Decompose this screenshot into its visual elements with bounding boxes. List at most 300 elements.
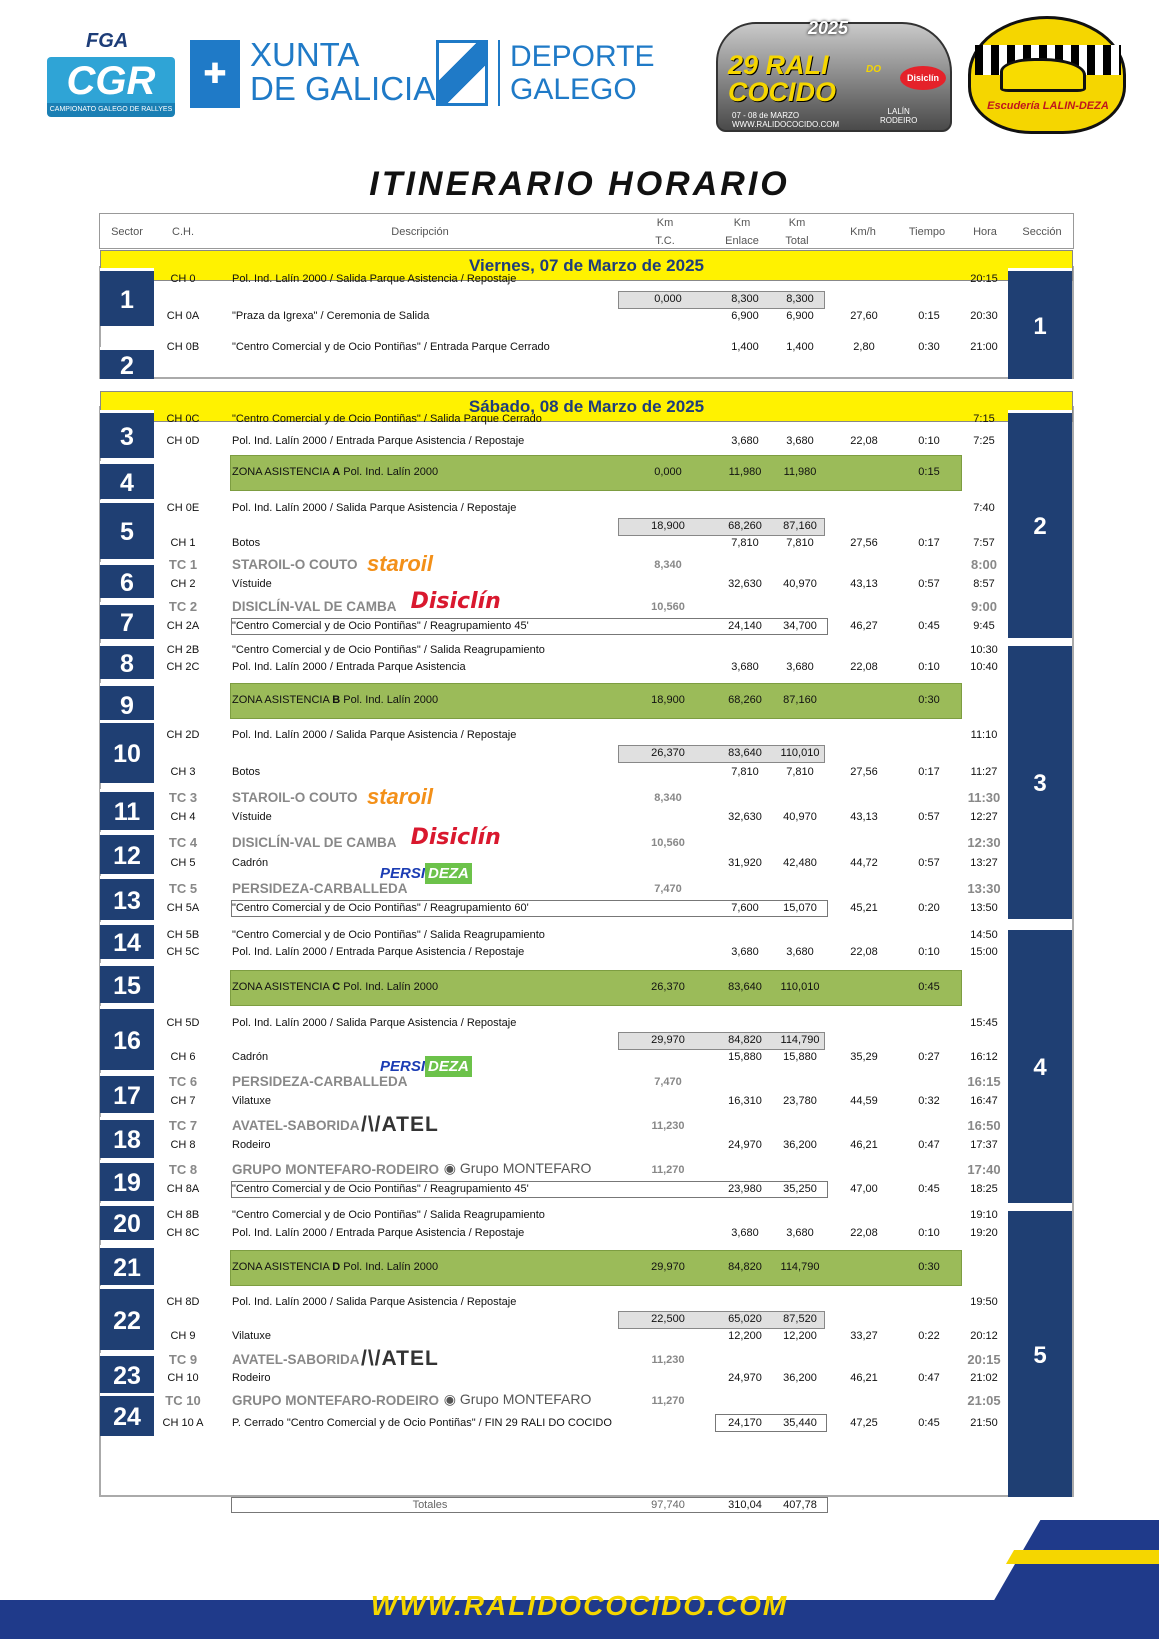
description: "Centro Comercial y de Ocio Pontiñas" / Salida Parque Cerrado	[232, 413, 542, 425]
section-5: 5	[1008, 1208, 1072, 1497]
control-point: CH 8	[170, 1139, 196, 1151]
stage-time: 8:00	[970, 557, 998, 572]
cell-en: 16,310	[728, 1095, 762, 1107]
cell-to: 110,010	[780, 981, 820, 993]
cell-h: 19:20	[970, 1227, 998, 1239]
xunta-crest-icon: ✚	[190, 40, 240, 108]
stage-name: DISICLÍN-VAL DE CAMBA	[232, 835, 397, 850]
cell-to: 36,200	[783, 1372, 817, 1384]
stage-code: TC 4	[168, 835, 198, 850]
xunta-logo: XUNTA DE GALICIA	[250, 36, 436, 107]
control-point: CH 0	[170, 273, 196, 285]
cell-h: 18:25	[970, 1183, 998, 1195]
zone-label: ZONA ASISTENCIA C Pol. Ind. Lalín 2000	[232, 981, 439, 993]
stage-name: GRUPO MONTEFARO-RODEIRO	[232, 1393, 440, 1408]
cell-h: 12:27	[970, 811, 998, 823]
col-km-enlace: Km Enlace	[725, 217, 759, 247]
description: Pol. Ind. Lalín 2000 / Entrada Parque Asistencia	[232, 661, 466, 673]
cell-to: 6,900	[786, 310, 814, 322]
sector-9: 9	[100, 683, 154, 723]
control-point: CH 8A	[166, 1183, 200, 1195]
cell-tc: 22,500	[651, 1313, 685, 1325]
control-point: CH 4	[170, 811, 196, 823]
cell-tc: 29,970	[651, 1034, 685, 1046]
cell-ti: 0:17	[918, 537, 940, 549]
sector-15: 15	[100, 963, 154, 1003]
cell-kmh: 43,13	[850, 578, 878, 590]
sector-7: 7	[100, 602, 154, 639]
cell-tc: 26,370	[651, 981, 685, 993]
disiclin-logo: Disiclín	[410, 825, 501, 850]
description: Pol. Ind. Lalín 2000 / Entrada Parque Asistencia / Repostaje	[232, 435, 525, 447]
cell-to: 3,680	[786, 1227, 814, 1239]
rali-do: DO	[866, 64, 881, 75]
cell-ti: 0:27	[918, 1051, 940, 1063]
control-point: CH 7	[170, 1095, 196, 1107]
cell-en: 15,880	[728, 1051, 762, 1063]
cell-h: 7:40	[973, 502, 995, 514]
cell-h: 20:15	[970, 273, 998, 285]
stage-name: AVATEL-SABORIDA	[232, 1352, 360, 1367]
sector-6: 6	[100, 562, 154, 598]
cell-ti: 0:15	[918, 310, 940, 322]
description: Pol. Ind. Lalín 2000 / Salida Parque Asistencia / Repostaje	[232, 502, 517, 514]
rali-name: 29 RALI COCIDO	[728, 50, 836, 107]
cell-tc: 0,000	[654, 293, 682, 305]
description: "Centro Comercial y de Ocio Pontiñas" / Entrada Parque Cerrado	[232, 341, 550, 353]
cell-to: 12,200	[783, 1330, 817, 1342]
cell-en: 24,970	[728, 1139, 762, 1151]
stage-code: TC 2	[168, 599, 198, 614]
cell-en: 24,170	[728, 1417, 762, 1429]
stage-code: TC 3	[168, 790, 198, 805]
sector-4: 4	[100, 461, 154, 499]
cell-h: 19:50	[970, 1296, 998, 1308]
cell-en: 3,680	[731, 946, 759, 958]
deporte-divider	[498, 40, 500, 106]
cell-to: 35,250	[783, 1183, 817, 1195]
stage-name: DISICLÍN-VAL DE CAMBA	[232, 599, 397, 614]
cell-to: 40,970	[783, 811, 817, 823]
stage-km: 8,340	[654, 559, 682, 571]
col-hora: Hora	[973, 226, 997, 238]
cell-ti: 0:10	[918, 435, 940, 447]
col-sector: Sector	[111, 226, 143, 238]
control-point: CH 3	[170, 766, 196, 778]
control-point: CH 6	[170, 1051, 196, 1063]
cell-to: 87,520	[783, 1313, 817, 1325]
stage-time: 9:00	[970, 599, 998, 614]
cell-kmh: 44,72	[850, 857, 878, 869]
col-seccion: Sección	[1022, 226, 1062, 238]
stage-code: TC 5	[168, 881, 198, 896]
cell-en: 3,680	[731, 435, 759, 447]
zone-label: ZONA ASISTENCIA A Pol. Ind. Lalín 2000	[232, 466, 439, 478]
cell-to: 87,160	[783, 520, 817, 532]
sector-12: 12	[100, 832, 154, 874]
cell-kmh: 22,08	[850, 435, 878, 447]
cell-to: 7,810	[786, 766, 814, 778]
cell-to: 8,300	[786, 293, 814, 305]
footer-url[interactable]: WWW.RALIDOCOCIDO.COM	[370, 1590, 789, 1621]
sector-17: 17	[100, 1073, 154, 1113]
cell-ti: 0:45	[918, 981, 940, 993]
stage-time: 16:50	[967, 1118, 1001, 1133]
cell-en: 3,680	[731, 661, 759, 673]
cell-ti: 0:45	[918, 1183, 940, 1195]
cell-kmh: 27,56	[850, 537, 878, 549]
sector-11: 11	[100, 789, 154, 830]
cell-tc: 18,900	[651, 694, 685, 706]
description: Botos	[232, 537, 261, 549]
stage-code: TC 1	[168, 557, 198, 572]
cell-kmh: 35,29	[850, 1051, 878, 1063]
sector-24: 24	[100, 1393, 154, 1436]
avatel-logo: /\/ATEL	[361, 1113, 439, 1136]
deporte-galego-logo: DEPORTE GALEGO	[510, 40, 655, 106]
description: "Centro Comercial y de Ocio Pontiñas" / Salida Reagrupamiento	[232, 1209, 545, 1221]
cell-ti: 0:15	[918, 466, 940, 478]
description: "Centro Comercial y de Ocio Pontiñas" / Reagrupamiento 45'	[232, 620, 529, 632]
cell-ti: 0:47	[918, 1139, 940, 1151]
control-point: CH 8C	[166, 1227, 200, 1239]
cell-tc: 0,000	[654, 466, 682, 478]
control-point: CH 2B	[166, 644, 200, 656]
col-desc: Descripción	[391, 226, 449, 238]
cell-en: 83,640	[728, 981, 762, 993]
cell-h: 15:45	[970, 1017, 998, 1029]
sector-23: 23	[100, 1353, 154, 1393]
col-km-total: Km Total	[785, 217, 809, 247]
cell-h: 17:37	[970, 1139, 998, 1151]
cell-to: 42,480	[783, 857, 817, 869]
stage-name: AVATEL-SABORIDA	[232, 1118, 360, 1133]
cell-en: 84,820	[728, 1261, 762, 1273]
description: Botos	[232, 766, 261, 778]
rali-disiclin-badge: Disiclín	[900, 66, 946, 90]
sector-5: 5	[100, 500, 154, 559]
deporte-galego-mark-icon	[436, 40, 488, 106]
control-point: CH 0B	[166, 341, 200, 353]
cell-h: 16:47	[970, 1095, 998, 1107]
cell-to: 40,970	[783, 578, 817, 590]
cell-ti: 0:10	[918, 661, 940, 673]
description: Pol. Ind. Lalín 2000 / Salida Parque Asistencia / Repostaje	[232, 729, 517, 741]
col-tiempo: Tiempo	[908, 226, 946, 238]
cell-kmh: 33,27	[850, 1330, 878, 1342]
avatel-logo: /\/ATEL	[361, 1347, 439, 1370]
description: Pol. Ind. Lalín 2000 / Entrada Parque Asistencia / Repostaje	[232, 946, 525, 958]
cell-en: 24,140	[728, 620, 762, 632]
stage-time: 16:15	[967, 1074, 1001, 1089]
control-point: CH 8D	[166, 1296, 200, 1308]
control-point: CH 0C	[166, 413, 200, 425]
rali-dates: 07 - 08 de MARZO WWW.RALIDOCOCIDO.COM	[732, 111, 840, 129]
section-1: 1	[1008, 268, 1072, 379]
cell-en: 7,600	[731, 902, 759, 914]
stage-km: 7,470	[654, 1076, 682, 1088]
sector-13: 13	[100, 876, 154, 920]
cell-ti: 0:10	[918, 1227, 940, 1239]
cell-en: 68,260	[728, 520, 762, 532]
cell-ti: 0:22	[918, 1330, 940, 1342]
cell-h: 21:50	[970, 1417, 998, 1429]
cell-to: 15,880	[783, 1051, 817, 1063]
cell-ti: 0:32	[918, 1095, 940, 1107]
col-ch: C.H.	[172, 226, 194, 238]
control-point: CH 2A	[166, 620, 200, 632]
cell-to: 15,070	[783, 902, 817, 914]
cell-kmh: 46,27	[850, 620, 878, 632]
stage-code: TC 9	[168, 1352, 198, 1367]
cell-h: 10:40	[970, 661, 998, 673]
cell-ti: 0:57	[918, 811, 940, 823]
section-4: 4	[1008, 927, 1072, 1203]
stage-name: PERSIDEZA-CARBALLEDA	[232, 881, 408, 896]
sector-22: 22	[100, 1286, 154, 1350]
table-header	[99, 213, 1074, 249]
sector-1: 1	[100, 268, 154, 326]
control-point: CH 5C	[166, 946, 200, 958]
cell-kmh: 47,25	[850, 1417, 878, 1429]
description: Vilatuxe	[232, 1330, 271, 1342]
stage-name: GRUPO MONTEFARO-RODEIRO	[232, 1162, 440, 1177]
description: Vístuide	[232, 578, 272, 590]
cell-kmh: 44,59	[850, 1095, 878, 1107]
control-point: CH 0A	[166, 310, 200, 322]
cell-h: 20:12	[970, 1330, 998, 1342]
stage-time: 20:15	[967, 1352, 1001, 1367]
cell-kmh: 27,60	[850, 310, 878, 322]
description: "Centro Comercial y de Ocio Pontiñas" / Reagrupamiento 60'	[232, 902, 529, 914]
description: Vístuide	[232, 811, 272, 823]
cell-en: 84,820	[728, 1034, 762, 1046]
cell-kmh: 27,56	[850, 766, 878, 778]
cell-h: 11:10	[970, 729, 998, 741]
description: P. Cerrado "Centro Comercial y de Ocio Pontiñas" / FIN 29 RALI DO COCIDO	[232, 1417, 612, 1429]
cell-ti: 0:17	[918, 766, 940, 778]
sector-21: 21	[100, 1245, 154, 1285]
cell-to: 110,010	[780, 747, 820, 759]
sector-14: 14	[100, 922, 154, 959]
cell-kmh: 2,80	[853, 341, 875, 353]
page-title: ITINERARIO HORARIO	[369, 165, 790, 203]
description: Pol. Ind. Lalín 2000 / Salida Parque Asistencia / Repostaje	[232, 273, 517, 285]
escuderia-text: Escudería LALIN-DEZA	[987, 100, 1109, 112]
stage-code: TC 8	[168, 1162, 198, 1177]
cell-to: 114,790	[780, 1034, 820, 1046]
description: Rodeiro	[232, 1372, 271, 1384]
control-point: CH 2D	[166, 729, 200, 741]
cell-h: 21:00	[970, 341, 998, 353]
cell-kmh: 22,08	[850, 661, 878, 673]
description: Vilatuxe	[232, 1095, 271, 1107]
description: "Centro Comercial y de Ocio Pontiñas" / Reagrupamiento 45'	[232, 1183, 529, 1195]
cell-kmh: 46,21	[850, 1372, 878, 1384]
persideza-logo: PERSI DEZA	[380, 865, 472, 882]
cell-ti: 0:10	[918, 946, 940, 958]
description: Cadrón	[232, 857, 269, 869]
stage-code: TC 6	[168, 1074, 198, 1089]
cell-en: 32,630	[728, 811, 762, 823]
control-point: CH 8B	[166, 1209, 200, 1221]
cell-en: 8,300	[731, 293, 759, 305]
cell-ti: 0:30	[918, 341, 940, 353]
cell-to: 7,810	[786, 537, 814, 549]
cell-en: 65,020	[728, 1313, 762, 1325]
cell-en: 3,680	[731, 1227, 759, 1239]
control-point: CH 5A	[166, 902, 200, 914]
fga-logo: FGA	[86, 30, 129, 52]
car-icon	[1000, 58, 1086, 92]
stage-time: 13:30	[967, 881, 1001, 896]
cell-h: 7:57	[973, 537, 995, 549]
cell-kmh: 45,21	[850, 902, 878, 914]
cgr-subtitle: CAMPIONATO GALEGO DE RALLYES	[47, 103, 175, 117]
cell-h: 10:30	[970, 644, 998, 656]
stage-km: 7,470	[654, 883, 682, 895]
stage-code: TC 7	[168, 1118, 198, 1133]
stage-time: 12:30	[967, 835, 1001, 850]
cell-h: 7:25	[973, 435, 995, 447]
sector-18: 18	[100, 1117, 154, 1158]
cell-h: 21:02	[970, 1372, 998, 1384]
control-point: CH 5B	[166, 929, 200, 941]
cell-to: 87,160	[783, 694, 817, 706]
stage-name: PERSIDEZA-CARBALLEDA	[232, 1074, 408, 1089]
description: "Praza da Igrexa" / Ceremonia de Salida	[232, 310, 430, 322]
cell-en: 7,810	[731, 766, 759, 778]
stage-km: 10,560	[651, 601, 685, 613]
totals-enlace: 310,04	[728, 1499, 762, 1511]
day-header-viernes: Viernes, 07 de Marzo de 2025	[100, 250, 1073, 281]
cell-tc: 29,970	[651, 1261, 685, 1273]
persideza-logo: PERSI DEZA	[380, 1058, 472, 1075]
cell-tc: 18,900	[651, 520, 685, 532]
stage-km: 11,230	[651, 1354, 685, 1366]
zone-label: ZONA ASISTENCIA D Pol. Ind. Lalín 2000	[232, 1261, 439, 1273]
montefaro-logo: ◉ Grupo MONTEFARO	[443, 1160, 592, 1176]
staroil-logo: staroil	[367, 784, 434, 809]
cell-en: 11,980	[728, 466, 762, 478]
totals-label: Totales	[412, 1499, 448, 1511]
cell-to: 11,980	[783, 466, 817, 478]
cell-h: 20:30	[970, 310, 998, 322]
cell-ti: 0:20	[918, 902, 940, 914]
totals-tc: 97,740	[651, 1499, 685, 1511]
cell-h: 7:15	[973, 413, 995, 425]
cell-ti: 0:30	[918, 1261, 940, 1273]
cell-to: 114,790	[780, 1261, 820, 1273]
cell-h: 16:12	[970, 1051, 998, 1063]
stage-km: 11,230	[651, 1120, 685, 1132]
cgr-logo: CGR	[47, 57, 175, 116]
stage-name: STAROIL-O COUTO	[232, 557, 358, 572]
sector-8: 8	[100, 643, 154, 679]
cell-kmh: 22,08	[850, 946, 878, 958]
cell-to: 23,780	[783, 1095, 817, 1107]
description: Cadrón	[232, 1051, 269, 1063]
control-point: CH 10 A	[162, 1417, 204, 1429]
stage-km: 10,560	[651, 837, 685, 849]
stage-code: TC 10	[165, 1393, 201, 1408]
cell-h: 19:10	[970, 1209, 998, 1221]
stage-km: 11,270	[651, 1164, 685, 1176]
stage-name: STAROIL-O COUTO	[232, 790, 358, 805]
description: Pol. Ind. Lalín 2000 / Salida Parque Asistencia / Repostaje	[232, 1017, 517, 1029]
sector-16: 16	[100, 1006, 154, 1070]
sector-3: 3	[100, 410, 154, 458]
cell-to: 34,700	[783, 620, 817, 632]
cell-en: 7,810	[731, 537, 759, 549]
cell-to: 35,440	[783, 1417, 817, 1429]
cell-ti: 0:57	[918, 578, 940, 590]
disiclin-logo: Disiclín	[410, 589, 501, 614]
control-point: CH 5D	[166, 1017, 200, 1029]
control-point: CH 0D	[166, 435, 200, 447]
cell-h: 13:27	[970, 857, 998, 869]
sector-20: 20	[100, 1203, 154, 1240]
cell-ti: 0:57	[918, 857, 940, 869]
sector-10: 10	[100, 720, 154, 783]
description: "Centro Comercial y de Ocio Pontiñas" / Salida Reagrupamiento	[232, 644, 545, 656]
stage-time: 21:05	[967, 1393, 1001, 1408]
zone-label: ZONA ASISTENCIA B Pol. Ind. Lalín 2000	[232, 694, 439, 706]
control-point: CH 2C	[166, 661, 200, 673]
totals-total: 407,78	[783, 1499, 817, 1511]
cell-en: 1,400	[731, 341, 759, 353]
control-point: CH 1	[170, 537, 196, 549]
staroil-logo: staroil	[367, 551, 434, 576]
cell-kmh: 47,00	[850, 1183, 878, 1195]
cell-en: 83,640	[728, 747, 762, 759]
cell-tc: 26,370	[651, 747, 685, 759]
section-3: 3	[1008, 643, 1072, 919]
stage-km: 8,340	[654, 792, 682, 804]
montefaro-logo: ◉ Grupo MONTEFARO	[443, 1391, 592, 1407]
cell-en: 12,200	[728, 1330, 762, 1342]
cell-ti: 0:30	[918, 694, 940, 706]
description: "Centro Comercial y de Ocio Pontiñas" / Salida Reagrupamiento	[232, 929, 545, 941]
cell-kmh: 43,13	[850, 811, 878, 823]
cell-h: 8:57	[973, 578, 995, 590]
rali-towns: LALÍN RODEIRO	[880, 107, 918, 125]
cell-to: 36,200	[783, 1139, 817, 1151]
description: Rodeiro	[232, 1139, 271, 1151]
rali-year: 2025	[808, 18, 849, 38]
control-point: CH 2	[170, 578, 196, 590]
cell-to: 3,680	[786, 661, 814, 673]
cell-to: 3,680	[786, 946, 814, 958]
cell-kmh: 22,08	[850, 1227, 878, 1239]
control-point: CH 5	[170, 857, 196, 869]
cell-to: 3,680	[786, 435, 814, 447]
cell-ti: 0:47	[918, 1372, 940, 1384]
section-2: 2	[1008, 410, 1072, 638]
sector-2: 2	[100, 347, 154, 379]
cell-en: 23,980	[728, 1183, 762, 1195]
cell-h: 14:50	[970, 929, 998, 941]
cell-en: 68,260	[728, 694, 762, 706]
cell-en: 32,630	[728, 578, 762, 590]
cell-en: 24,970	[728, 1372, 762, 1384]
day-header-sabado: Sábado, 08 de Marzo de 2025	[100, 391, 1073, 422]
description: Pol. Ind. Lalín 2000 / Entrada Parque Asistencia / Repostaje	[232, 1227, 525, 1239]
control-point: CH 0E	[166, 502, 200, 514]
description: Pol. Ind. Lalín 2000 / Salida Parque Asistencia / Repostaje	[232, 1296, 517, 1308]
cell-h: 13:50	[970, 902, 998, 914]
stage-time: 11:30	[967, 790, 1001, 805]
